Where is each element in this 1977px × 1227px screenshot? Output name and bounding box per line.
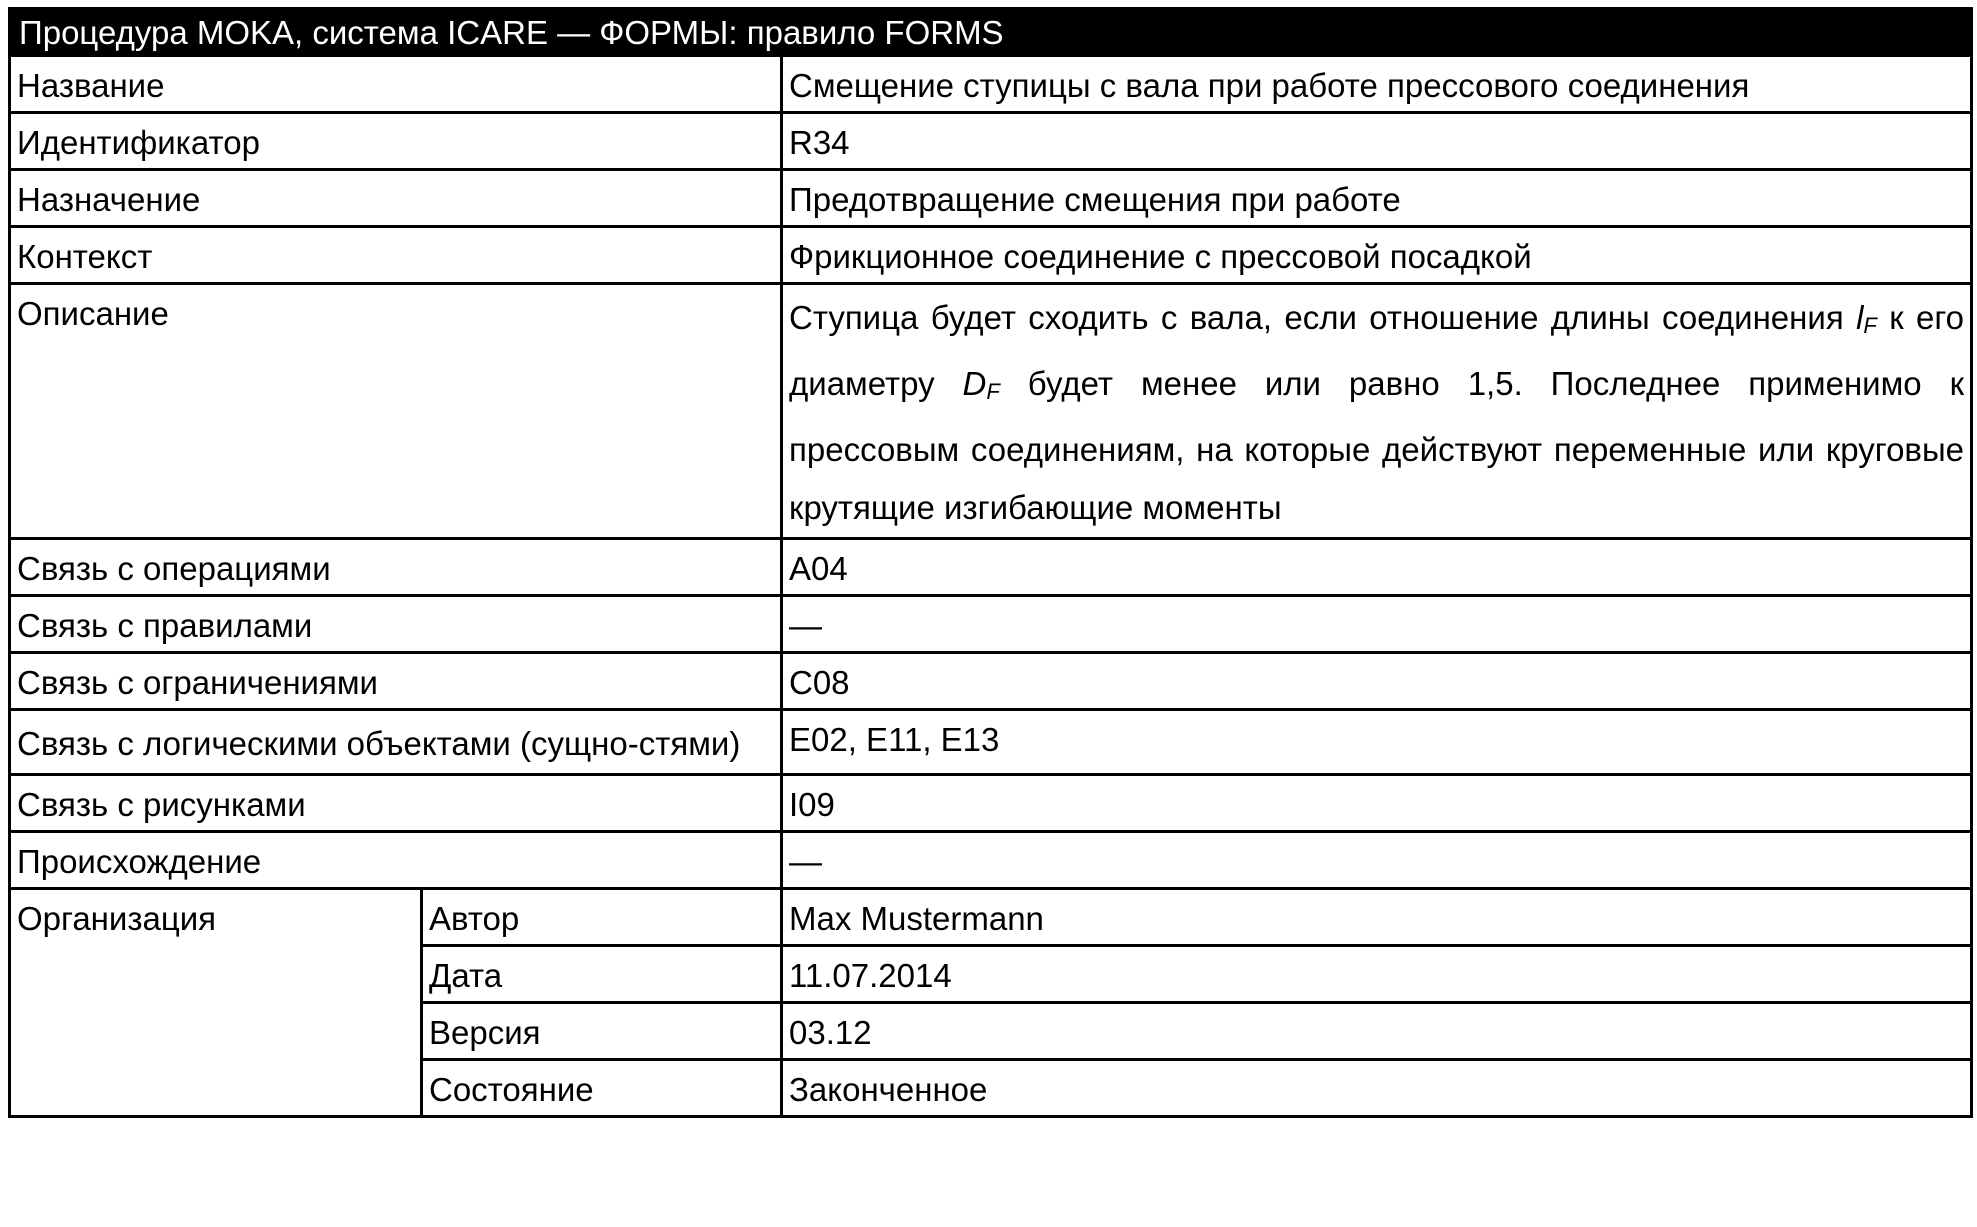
table-row (10, 56, 1972, 113)
row-value-purpose: Предотвращение смещения при работе (782, 170, 1972, 227)
row-value-entities: E02, E11, E13 (782, 710, 1972, 775)
table-row (10, 832, 1972, 889)
table-row (10, 227, 1972, 284)
row-value-rules: — (782, 596, 1972, 653)
symbol-length: $l_F$ (1856, 299, 1877, 338)
org-label-date: Дата (422, 946, 782, 1003)
row-label-identifier: Идентификатор (10, 113, 782, 170)
org-value-version: 03.12 (782, 1003, 1972, 1060)
symbol-diameter: $D_F$ (962, 365, 1000, 404)
row-label-origin: Происхождение (10, 832, 782, 889)
org-label-version: Версия (422, 1003, 782, 1060)
org-value-state: Законченное (782, 1060, 1972, 1117)
org-value-author: Max Mustermann (782, 889, 1972, 946)
row-value-figures: I09 (782, 775, 1972, 832)
row-value-constraints: C08 (782, 653, 1972, 710)
row-label-organization: Организация (10, 889, 422, 1117)
description-text-2: к его диаметру (789, 299, 1965, 402)
row-value-name: Смещение ступицы с вала при работе прессового соединения (782, 56, 1972, 113)
org-label-author: Автор (422, 889, 782, 946)
row-label-operations: Связь с операциями (10, 539, 782, 596)
table-row (10, 596, 1972, 653)
table-row (10, 775, 1972, 832)
row-label-description: Описание (10, 284, 782, 539)
moka-form-table (8, 7, 1973, 1118)
row-value-identifier: R34 (782, 113, 1972, 170)
org-value-date: 11.07.2014 (782, 946, 1972, 1003)
row-label-rules: Связь с правилами (10, 596, 782, 653)
row-value-context: Фрикционное соединение с прессовой посадкой (782, 227, 1972, 284)
table-row (10, 113, 1972, 170)
table-row (10, 653, 1972, 710)
table-row (10, 539, 1972, 596)
header-row (10, 9, 1972, 56)
description-text-1: Ступица будет сходить с вала, если отношение длины соединения (789, 299, 1844, 336)
row-label-name: Название (10, 56, 782, 113)
description-text-3: будет менее или равно 1,5. Последнее применимо к прессовым соединениям, на которые действуют переменные или круговые крутящие изгибающие моменты (789, 365, 1965, 526)
table-row (10, 170, 1972, 227)
row-label-entities: Связь с логическими объектами (сущно-стями) (10, 710, 782, 775)
row-value-operations: A04 (782, 539, 1972, 596)
row-label-context: Контекст (10, 227, 782, 284)
table-row (10, 284, 1972, 539)
table-row (10, 889, 1972, 946)
table-row (10, 710, 1972, 775)
row-label-figures: Связь с рисунками (10, 775, 782, 832)
row-value-origin: — (782, 832, 1972, 889)
row-label-purpose: Назначение (10, 170, 782, 227)
row-value-description (782, 284, 1972, 539)
row-label-constraints: Связь с ограничениями (10, 653, 782, 710)
org-label-state: Состояние (422, 1060, 782, 1117)
form-title: Процедура MOKA, система ICARE — ФОРМЫ: правило FORMS (10, 9, 1972, 56)
